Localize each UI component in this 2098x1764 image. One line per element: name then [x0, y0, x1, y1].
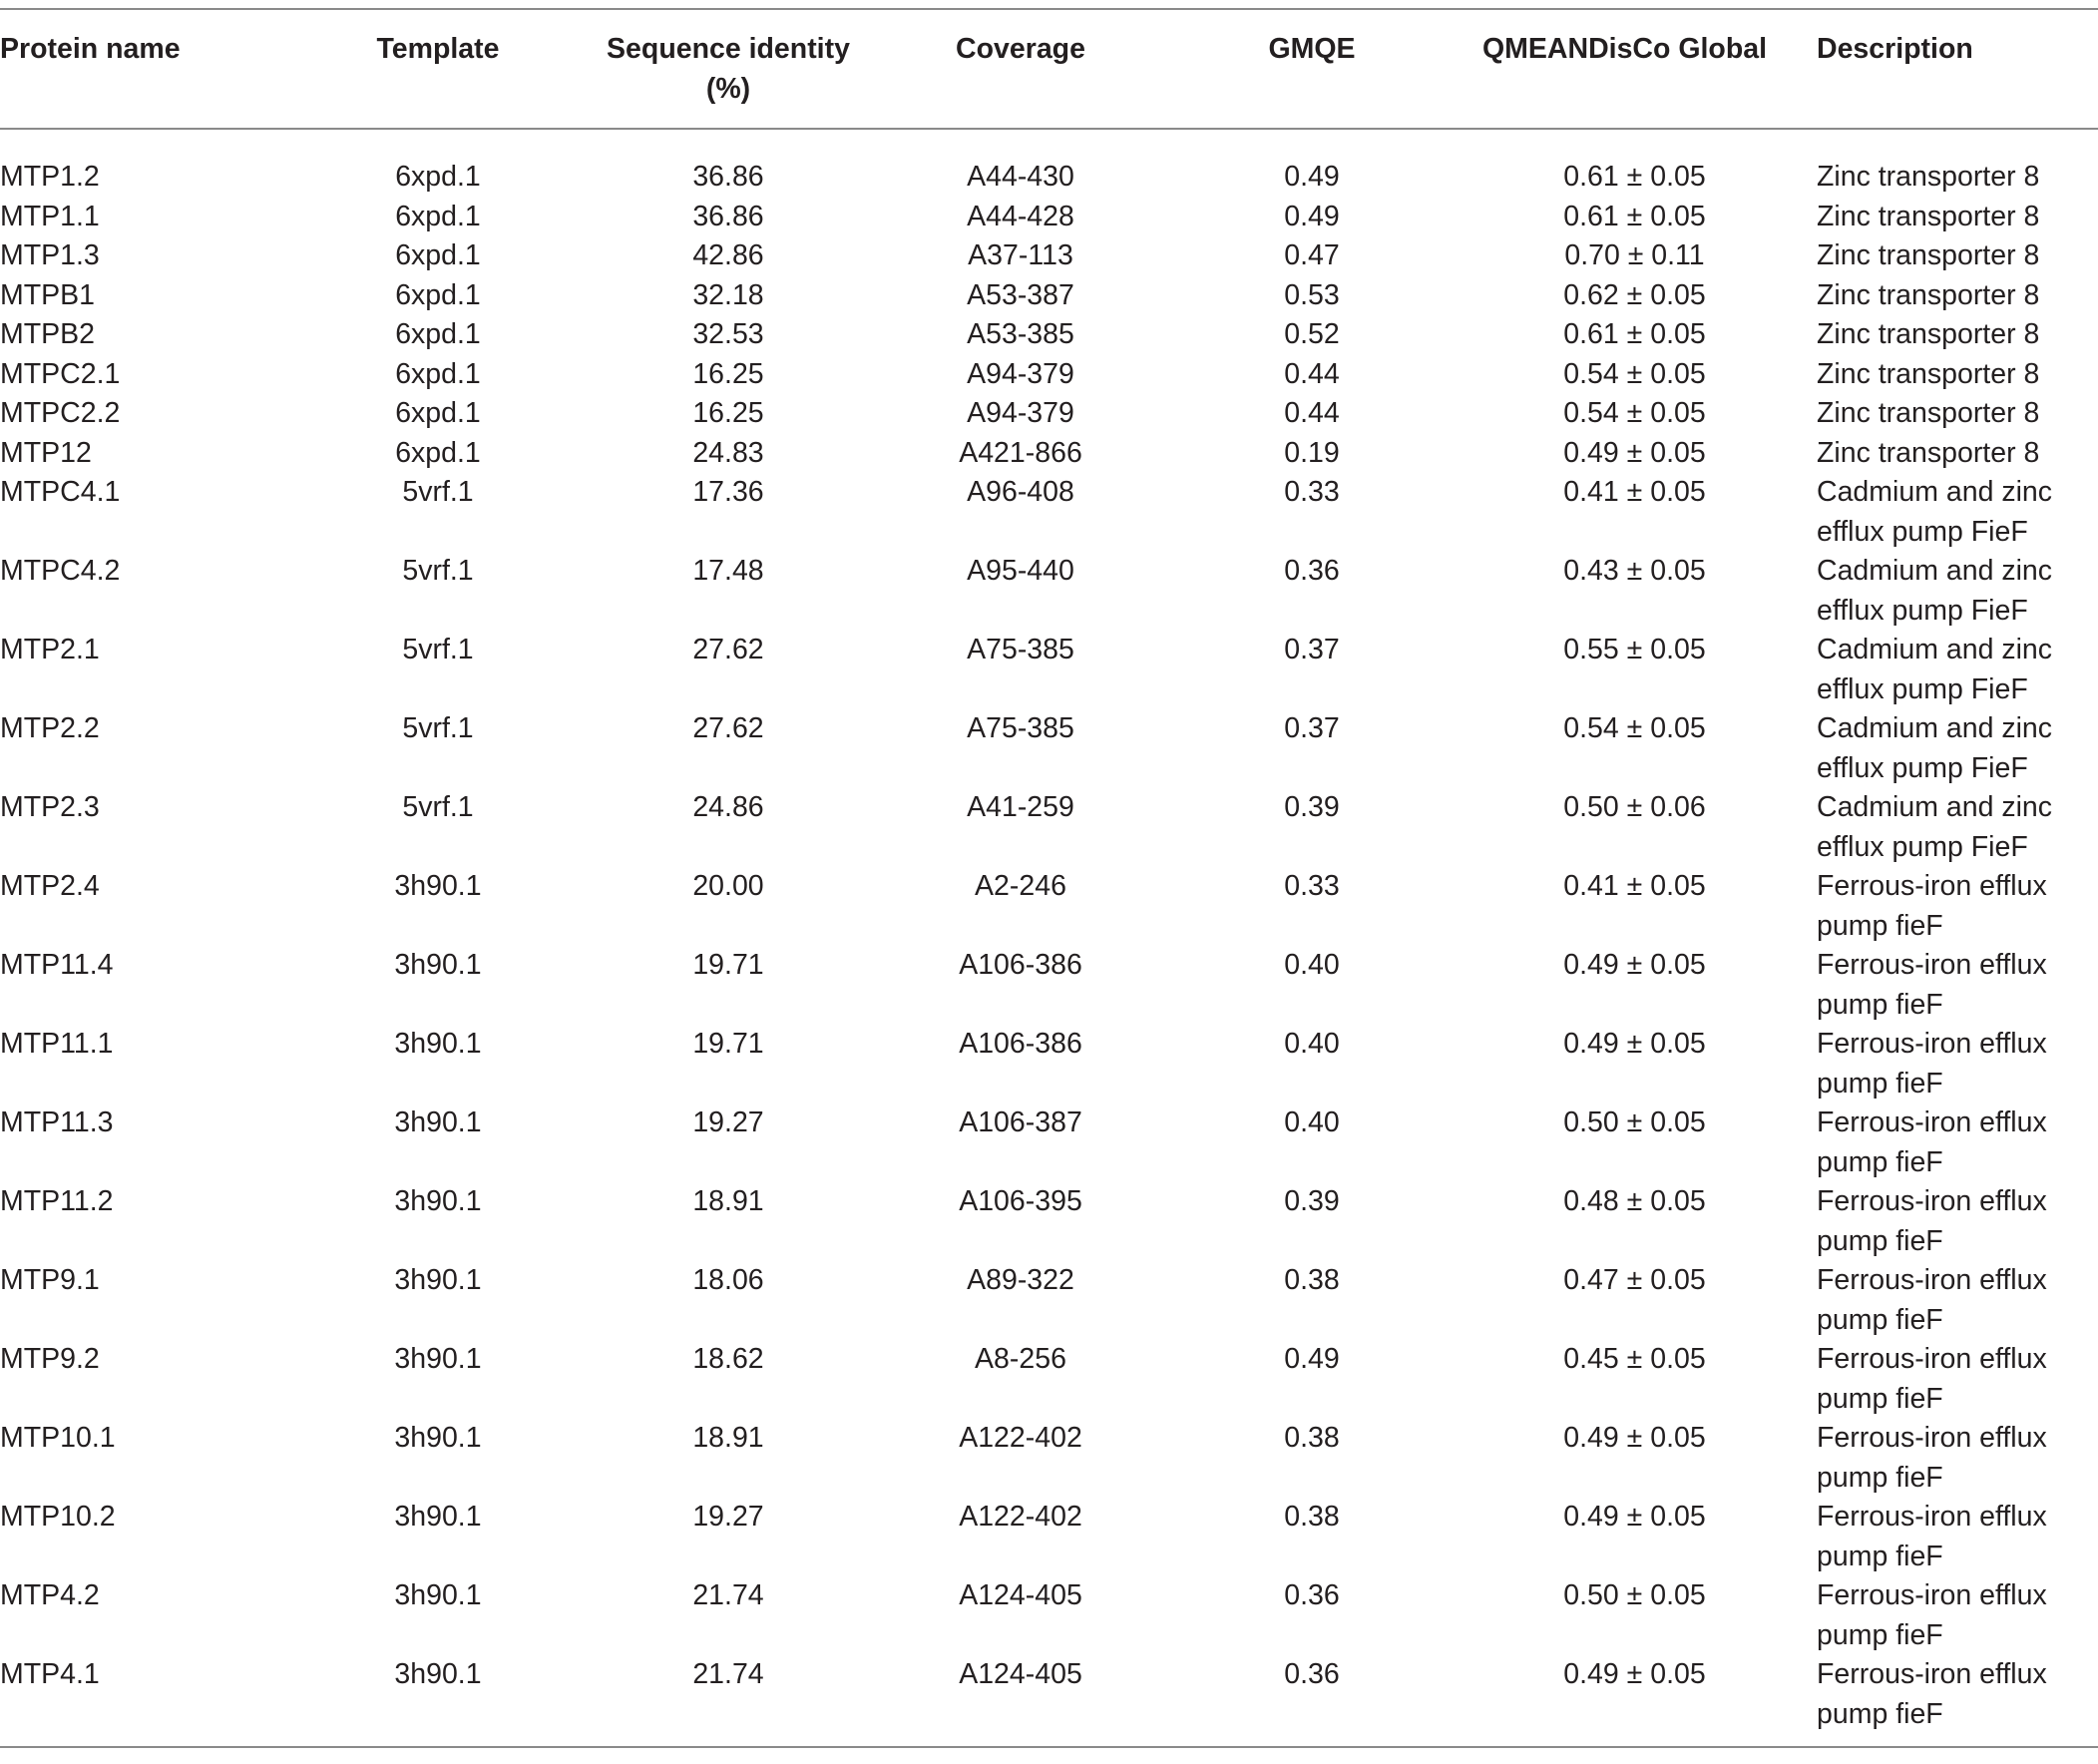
cell-description: Ferrous-iron efflux pump fieF: [1817, 1501, 2047, 1572]
cell-sequence-identity: 36.86: [692, 161, 764, 193]
table-row: [0, 315, 2098, 355]
cell-coverage: A89-322: [967, 1264, 1074, 1296]
cell-coverage: A75-385: [967, 712, 1074, 744]
cell-sequence-identity: 19.27: [692, 1106, 764, 1138]
cell-protein-name: MTP2.4: [0, 870, 100, 902]
cell-coverage: A2-246: [975, 870, 1066, 902]
cell-sequence-identity: 19.27: [692, 1501, 764, 1533]
table-row: [0, 1025, 2098, 1103]
cell-qmeandisco-global: 0.49 ± 0.05: [1563, 1501, 1706, 1533]
cell-gmqe: 0.19: [1284, 436, 1340, 469]
cell-qmeandisco-global: 0.45 ± 0.05: [1563, 1343, 1706, 1375]
cell-sequence-identity: 18.91: [692, 1422, 764, 1454]
cell-protein-name: MTP10.2: [0, 1501, 116, 1533]
cell-protein-name: MTP11.3: [0, 1106, 114, 1138]
cell-template: 5vrf.1: [402, 791, 474, 823]
table-row: [0, 434, 2098, 474]
cell-protein-name: MTP11.1: [0, 1028, 114, 1060]
cell-description: Ferrous-iron efflux pump fieF: [1817, 1579, 2047, 1651]
cell-sequence-identity: 27.62: [692, 634, 764, 665]
cell-protein-name: MTP2.2: [0, 712, 100, 744]
cell-qmeandisco-global: 0.61 ± 0.05: [1563, 318, 1706, 350]
cell-sequence-identity: 32.18: [692, 278, 764, 311]
cell-qmeandisco-global: 0.49 ± 0.05: [1563, 1028, 1706, 1060]
cell-coverage: A106-386: [959, 949, 1082, 981]
cell-gmqe: 0.40: [1284, 1028, 1340, 1060]
cell-description: Zinc transporter 8: [1817, 397, 2040, 429]
cell-qmeandisco-global: 0.50 ± 0.05: [1563, 1579, 1706, 1611]
table-row: [0, 473, 2098, 552]
table-row: [0, 1498, 2098, 1576]
table-row: [0, 1576, 2098, 1655]
table-row: [0, 236, 2098, 276]
cell-coverage: A8-256: [975, 1343, 1066, 1375]
header-template: Template: [376, 33, 500, 65]
cell-gmqe: 0.40: [1284, 1106, 1340, 1138]
table-bottom-rule: [0, 1746, 2098, 1748]
cell-qmeandisco-global: 0.49 ± 0.05: [1563, 436, 1706, 469]
cell-sequence-identity: 42.86: [692, 239, 764, 271]
cell-template: 6xpd.1: [395, 161, 481, 193]
cell-description: Ferrous-iron efflux pump fieF: [1817, 1106, 2047, 1178]
cell-sequence-identity: 21.74: [692, 1658, 764, 1690]
cell-sequence-identity: 16.25: [692, 357, 764, 390]
cell-description: Cadmium and zinc efflux pump FieF: [1817, 712, 2053, 784]
cell-template: 3h90.1: [394, 870, 482, 902]
cell-description: Ferrous-iron efflux pump fieF: [1817, 1343, 2047, 1415]
cell-gmqe: 0.37: [1284, 712, 1340, 744]
cell-gmqe: 0.44: [1284, 357, 1340, 390]
cell-description: Zinc transporter 8: [1817, 200, 2040, 232]
cell-qmeandisco-global: 0.49 ± 0.05: [1563, 949, 1706, 981]
cell-protein-name: MTP10.1: [0, 1422, 116, 1454]
table-row: [0, 867, 2098, 946]
table-row: [0, 1103, 2098, 1182]
cell-qmeandisco-global: 0.50 ± 0.05: [1563, 1106, 1706, 1138]
cell-template: 6xpd.1: [395, 318, 481, 350]
cell-qmeandisco-global: 0.43 ± 0.05: [1563, 555, 1706, 587]
cell-template: 6xpd.1: [395, 397, 481, 429]
cell-coverage: A44-430: [967, 161, 1074, 193]
cell-qmeandisco-global: 0.61 ± 0.05: [1563, 161, 1706, 193]
cell-description: Ferrous-iron efflux pump fieF: [1817, 1422, 2047, 1494]
cell-protein-name: MTP1.1: [0, 200, 100, 232]
cell-protein-name: MTP9.2: [0, 1343, 100, 1375]
cell-template: 6xpd.1: [395, 357, 481, 390]
cell-gmqe: 0.52: [1284, 318, 1340, 350]
table-row: [0, 394, 2098, 434]
cell-protein-name: MTPC2.2: [0, 397, 121, 429]
header-sequence-identity-line1: Sequence identity: [607, 33, 850, 65]
cell-sequence-identity: 24.86: [692, 791, 764, 823]
cell-description: Zinc transporter 8: [1817, 278, 2040, 311]
header-qmeandisco-global: QMEANDisCo Global: [1482, 33, 1768, 65]
cell-description: Ferrous-iron efflux pump fieF: [1817, 870, 2047, 942]
cell-description: Ferrous-iron efflux pump fieF: [1817, 1264, 2047, 1336]
cell-description: Ferrous-iron efflux pump fieF: [1817, 1028, 2047, 1100]
cell-coverage: A75-385: [967, 634, 1074, 665]
cell-protein-name: MTP4.2: [0, 1579, 100, 1611]
cell-description: Zinc transporter 8: [1817, 357, 2040, 390]
table-row: [0, 355, 2098, 395]
cell-gmqe: 0.53: [1284, 278, 1340, 311]
cell-sequence-identity: 17.48: [692, 555, 764, 587]
cell-coverage: A124-405: [959, 1658, 1082, 1690]
cell-template: 3h90.1: [394, 1343, 482, 1375]
header-sequence-identity: [577, 8, 880, 128]
protein-model-table: [0, 8, 2098, 1734]
cell-sequence-identity: 18.06: [692, 1264, 764, 1296]
cell-template: 6xpd.1: [395, 200, 481, 232]
cell-description: Ferrous-iron efflux pump fieF: [1817, 949, 2047, 1021]
cell-qmeandisco-global: 0.47 ± 0.05: [1563, 1264, 1706, 1296]
cell-template: 5vrf.1: [402, 712, 474, 744]
cell-gmqe: 0.37: [1284, 634, 1340, 665]
cell-gmqe: 0.38: [1284, 1501, 1340, 1533]
cell-coverage: A94-379: [967, 397, 1074, 429]
cell-gmqe: 0.38: [1284, 1264, 1340, 1296]
cell-coverage: A124-405: [959, 1579, 1082, 1611]
cell-coverage: A37-113: [968, 239, 1073, 271]
table-row: [0, 198, 2098, 237]
cell-template: 3h90.1: [394, 1422, 482, 1454]
cell-gmqe: 0.40: [1284, 949, 1340, 981]
cell-gmqe: 0.36: [1284, 1658, 1340, 1690]
cell-gmqe: 0.47: [1284, 239, 1340, 271]
cell-sequence-identity: 27.62: [692, 712, 764, 744]
table-header: [0, 8, 2098, 128]
table-row: [0, 631, 2098, 709]
cell-qmeandisco-global: 0.61 ± 0.05: [1563, 200, 1706, 232]
header-coverage: Coverage: [956, 33, 1085, 65]
cell-sequence-identity: 24.83: [692, 436, 764, 469]
cell-sequence-identity: 18.62: [692, 1343, 764, 1375]
cell-sequence-identity: 19.71: [692, 1028, 764, 1060]
cell-coverage: A44-428: [967, 200, 1074, 232]
cell-protein-name: MTP4.1: [0, 1658, 100, 1690]
cell-template: 3h90.1: [394, 949, 482, 981]
cell-protein-name: MTP12: [0, 436, 92, 469]
cell-template: 5vrf.1: [402, 634, 474, 665]
cell-sequence-identity: 21.74: [692, 1579, 764, 1611]
cell-gmqe: 0.33: [1284, 476, 1340, 508]
cell-template: 6xpd.1: [395, 436, 481, 469]
cell-sequence-identity: 17.36: [692, 476, 764, 508]
cell-gmqe: 0.38: [1284, 1422, 1340, 1454]
cell-qmeandisco-global: 0.62 ± 0.05: [1563, 278, 1706, 311]
cell-coverage: A53-385: [967, 318, 1074, 350]
cell-qmeandisco-global: 0.49 ± 0.05: [1563, 1658, 1706, 1690]
cell-qmeandisco-global: 0.48 ± 0.05: [1563, 1185, 1706, 1217]
table-row: [0, 552, 2098, 631]
cell-description: Ferrous-iron efflux pump fieF: [1817, 1185, 2047, 1257]
cell-gmqe: 0.36: [1284, 555, 1340, 587]
cell-template: 5vrf.1: [402, 555, 474, 587]
table-body: [0, 128, 2098, 1734]
cell-coverage: A94-379: [967, 357, 1074, 390]
cell-template: 6xpd.1: [395, 278, 481, 311]
cell-protein-name: MTP1.2: [0, 161, 100, 193]
header-gmqe: GMQE: [1268, 33, 1356, 65]
cell-template: 3h90.1: [394, 1185, 482, 1217]
cell-qmeandisco-global: 0.70 ± 0.11: [1564, 239, 1705, 271]
cell-qmeandisco-global: 0.41 ± 0.05: [1563, 870, 1706, 902]
table-row: [0, 1655, 2098, 1734]
cell-coverage: A421-866: [959, 436, 1082, 469]
cell-qmeandisco-global: 0.49 ± 0.05: [1563, 1422, 1706, 1454]
table-row: [0, 709, 2098, 788]
cell-qmeandisco-global: 0.54 ± 0.05: [1563, 397, 1706, 429]
cell-gmqe: 0.36: [1284, 1579, 1340, 1611]
header-description: Description: [1817, 33, 1973, 65]
cell-qmeandisco-global: 0.50 ± 0.06: [1563, 791, 1706, 823]
cell-protein-name: MTPC4.2: [0, 555, 121, 587]
cell-coverage: A106-387: [959, 1106, 1082, 1138]
cell-coverage: A122-402: [959, 1422, 1082, 1454]
cell-description: Cadmium and zinc efflux pump FieF: [1817, 555, 2053, 627]
cell-sequence-identity: 16.25: [692, 397, 764, 429]
cell-sequence-identity: 36.86: [692, 200, 764, 232]
cell-protein-name: MTP11.2: [0, 1185, 114, 1217]
cell-description: Zinc transporter 8: [1817, 318, 2040, 350]
cell-gmqe: 0.49: [1284, 200, 1340, 232]
header-sequence-identity-line2: (%): [705, 72, 751, 105]
table-row: [0, 128, 2098, 198]
cell-template: 3h90.1: [394, 1579, 482, 1611]
cell-template: 6xpd.1: [395, 239, 481, 271]
header-protein-name: Protein name: [0, 33, 181, 65]
cell-description: Zinc transporter 8: [1817, 239, 2040, 271]
cell-protein-name: MTP2.3: [0, 791, 100, 823]
cell-template: 3h90.1: [394, 1106, 482, 1138]
cell-coverage: A96-408: [967, 476, 1074, 508]
cell-sequence-identity: 18.91: [692, 1185, 764, 1217]
cell-template: 5vrf.1: [402, 476, 474, 508]
cell-template: 3h90.1: [394, 1264, 482, 1296]
header-row: [0, 8, 2098, 128]
cell-protein-name: MTPB2: [0, 318, 96, 350]
cell-description: Cadmium and zinc efflux pump FieF: [1817, 634, 2053, 705]
cell-coverage: A41-259: [967, 791, 1074, 823]
cell-sequence-identity: 32.53: [692, 318, 764, 350]
cell-gmqe: 0.33: [1284, 870, 1340, 902]
cell-description: Ferrous-iron efflux pump fieF: [1817, 1658, 2047, 1730]
cell-protein-name: MTP1.3: [0, 239, 100, 271]
cell-description: Zinc transporter 8: [1817, 161, 2040, 193]
cell-sequence-identity: 19.71: [692, 949, 764, 981]
cell-gmqe: 0.44: [1284, 397, 1340, 429]
cell-protein-name: MTPB1: [0, 278, 96, 311]
cell-template: 3h90.1: [394, 1658, 482, 1690]
cell-protein-name: MTPC2.1: [0, 357, 121, 390]
cell-description: Cadmium and zinc efflux pump FieF: [1817, 791, 2053, 863]
cell-coverage: A53-387: [967, 278, 1074, 311]
cell-gmqe: 0.49: [1284, 161, 1340, 193]
cell-protein-name: MTPC4.1: [0, 476, 121, 508]
table-row: [0, 276, 2098, 316]
cell-description: Cadmium and zinc efflux pump FieF: [1817, 476, 2053, 548]
cell-coverage: A95-440: [967, 555, 1074, 587]
cell-gmqe: 0.39: [1284, 1185, 1340, 1217]
cell-protein-name: MTP9.1: [0, 1264, 100, 1296]
cell-gmqe: 0.39: [1284, 791, 1340, 823]
cell-sequence-identity: 20.00: [692, 870, 764, 902]
cell-qmeandisco-global: 0.41 ± 0.05: [1563, 476, 1706, 508]
cell-protein-name: MTP11.4: [0, 949, 114, 981]
cell-template: 3h90.1: [394, 1501, 482, 1533]
cell-template: 3h90.1: [394, 1028, 482, 1060]
table-row: [0, 1261, 2098, 1340]
table-row: [0, 1182, 2098, 1261]
cell-qmeandisco-global: 0.54 ± 0.05: [1563, 357, 1706, 390]
cell-qmeandisco-global: 0.55 ± 0.05: [1563, 634, 1706, 665]
cell-description: Zinc transporter 8: [1817, 436, 2040, 469]
table-row: [0, 788, 2098, 867]
cell-coverage: A106-395: [959, 1185, 1082, 1217]
table-row: [0, 946, 2098, 1025]
table-row: [0, 1340, 2098, 1419]
cell-gmqe: 0.49: [1284, 1343, 1340, 1375]
cell-coverage: A122-402: [959, 1501, 1082, 1533]
cell-qmeandisco-global: 0.54 ± 0.05: [1563, 712, 1706, 744]
cell-coverage: A106-386: [959, 1028, 1082, 1060]
table-row: [0, 1419, 2098, 1498]
cell-protein-name: MTP2.1: [0, 634, 100, 665]
